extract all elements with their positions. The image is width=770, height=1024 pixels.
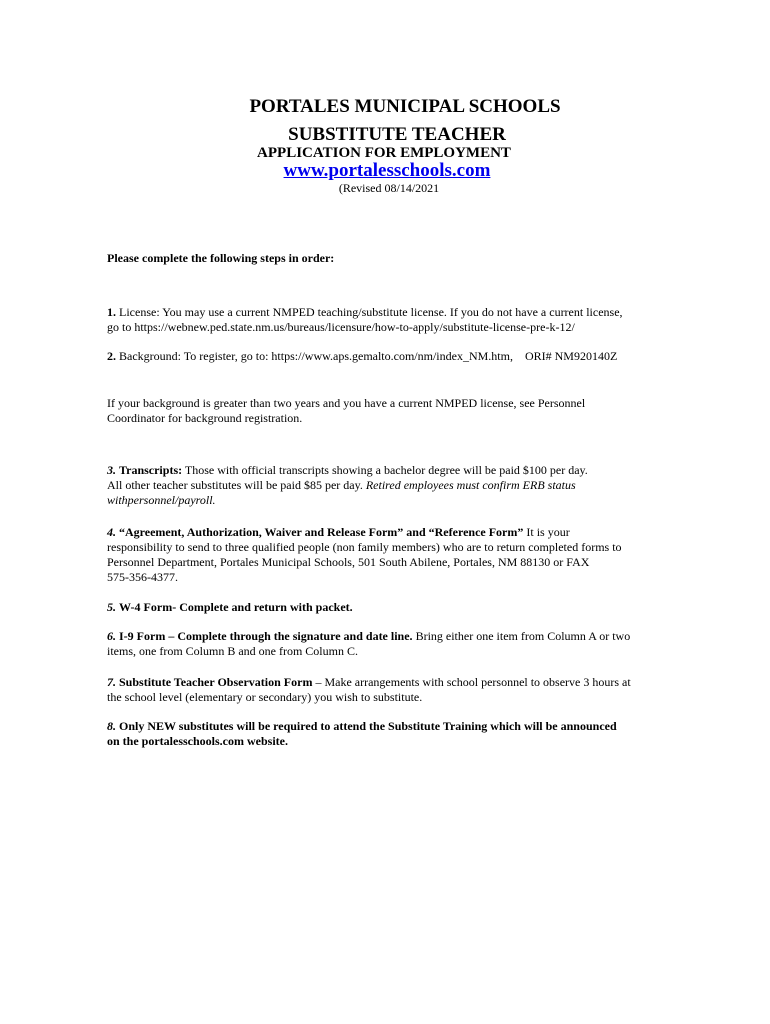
license-url-text: go to https://webnew.ped.state.nm.us/bureaus/licensure/how-to-apply/substitute-license-pre-k-12/ [107,320,575,334]
erb-note: withpersonnel/payroll. [107,493,216,507]
background-note [107,396,667,426]
instructions-intro: Please complete the following steps in order: [107,251,335,265]
step-number: 6. [107,629,116,643]
step-text: – Make arrangements with school personnel to observe 3 hours at [312,675,631,689]
website-link[interactable]: www.portalesschools.com [283,160,491,181]
step-title: on the portalesschools.com website. [107,734,288,748]
step-text: Those with official transcripts showing a bachelor degree will be paid $100 per day. [182,463,588,477]
step-title: “Agreement, Authorization, Waiver and Release Form” and “Reference Form” [119,525,524,539]
step-title: Only NEW substitutes will be required to attend the Substitute Training which will be announced [119,719,617,733]
background-url-text: Background: To register, go to: https://www.aps.gemalto.com/nm/index_NM.htm, [119,349,513,363]
step-number: 3. [107,463,116,477]
step-agreement [107,525,667,585]
step-text: It is your [523,525,570,539]
step-w4 [107,600,667,615]
form-title-heading: APPLICATION FOR EMPLOYMENT [257,145,511,161]
step-number: 4. [107,525,116,539]
step-number: 2. [107,349,116,363]
step-title: W-4 Form- Complete and return with packet. [119,600,353,614]
note-line: Coordinator for background registration. [107,411,303,425]
step-number: 1. [107,305,116,319]
step-number: 5. [107,600,116,614]
step-text: items, one from Column B and one from Column C. [107,644,358,658]
step-title: I-9 Form – Complete through the signature and date line. [119,629,413,643]
step-number: 8. [107,719,116,733]
ori-number: ORI# NM920140Z [524,349,618,363]
step-title: Transcripts: [119,463,183,477]
fax-number: 575-356-4377. [107,570,178,584]
position-heading: SUBSTITUTE TEACHER [288,124,506,145]
step-text: Bring either one item from Column A or two [412,629,631,643]
note-line: If your background is greater than two years and you have a current NMPED license, see Personnel [107,396,586,410]
step-text: License: You may use a current NMPED teaching/substitute license. If you do not have a current license, [119,305,623,319]
school-name-heading: PORTALES MUNICIPAL SCHOOLS [249,96,561,117]
step-background [107,349,667,364]
step-training [107,719,667,749]
erb-note: Retired employees must confirm ERB status [365,478,576,492]
step-transcripts [107,463,667,508]
step-text: All other teacher substitutes will be paid $85 per day. [107,478,366,492]
step-text: responsibility to send to three qualified people (non family members) who are to return completed forms to [107,540,622,554]
step-text: the school level (elementary or secondary) you wish to substitute. [107,690,423,704]
step-observation [107,675,667,705]
step-text: Personnel Department, Portales Municipal Schools, 501 South Abilene, Portales, NM 88130 or FAX [107,555,590,569]
step-title: Substitute Teacher Observation Form [119,675,313,689]
revision-date: (Revised 08/14/2021 [338,181,440,195]
step-license [107,305,667,335]
step-number: 7. [107,675,116,689]
step-i9 [107,629,667,659]
